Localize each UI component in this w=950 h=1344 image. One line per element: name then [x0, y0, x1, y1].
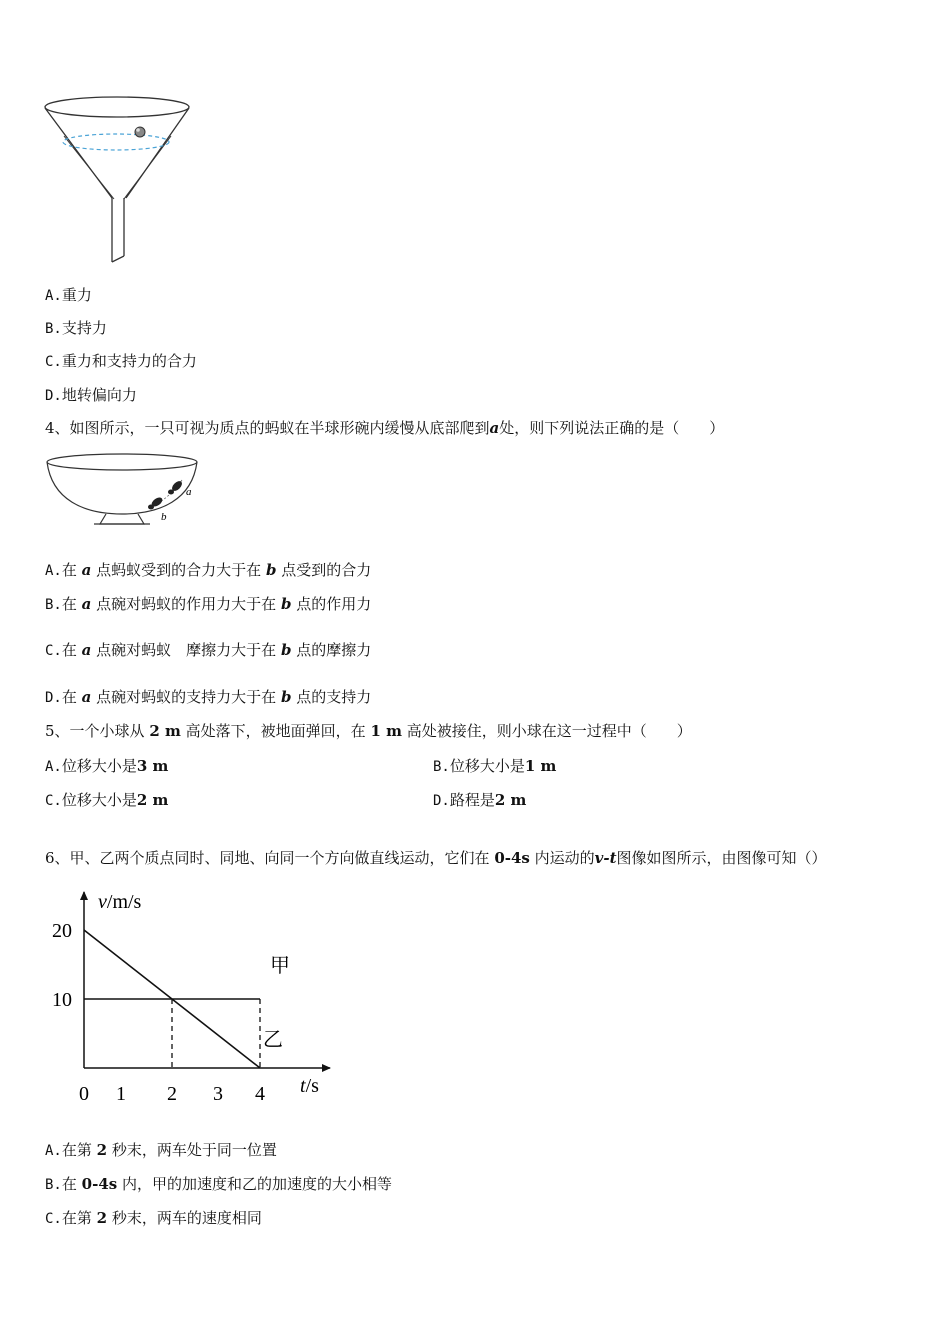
q4-option-c: C.在 a 点碗对蚂蚁 摩擦力大于在 b 点的摩擦力 [45, 641, 372, 659]
vt-chart [40, 880, 350, 1120]
bowl-label-a: a [186, 486, 192, 498]
q4-option-b: B.在 a 点碗对蚂蚁的作用力大于在 b 点的作用力 [45, 595, 372, 613]
q3-option-d: D.地转偏向力 [45, 386, 137, 404]
q5-option-d: D.路程是2 m [433, 791, 527, 809]
series-label-jia: 甲 [270, 955, 290, 977]
q5-option-a: A.位移大小是3 m [45, 757, 169, 775]
bowl-figure [44, 450, 204, 530]
q5-option-c: C.位移大小是2 m [45, 791, 169, 809]
funnel-figure [40, 92, 200, 270]
q4-option-d: D.在 a 点碗对蚂蚁的支持力大于在 b 点的支持力 [45, 688, 372, 706]
q4-stem: 4、如图所示，一只可视为质点的蚂蚁在半球形碗内缓慢从底部爬到a处，则下列说法正确的是（ ） [45, 419, 725, 437]
q3-option-a: A.重力 [45, 286, 92, 304]
y-tick-label: 20 [52, 920, 72, 942]
x-tick-label: 3 [213, 1083, 223, 1105]
q3-option-c: C.重力和支持力的合力 [45, 352, 197, 370]
q3-option-b: B.支持力 [45, 319, 107, 337]
q6-option-a: A.在第 2 秒末，两车处于同一位置 [45, 1141, 277, 1159]
x-tick-label: 0 [79, 1083, 89, 1105]
y-axis-label: v/m/s [98, 891, 142, 913]
q5-stem: 5、一个小球从 2 m 高处落下，被地面弹回，在 1 m 高处被接住，则小球在这一过程中（ ） [45, 722, 692, 740]
q6-stem: 6、甲、乙两个质点同时、同地、向同一个方向做直线运动，它们在 0-4s 内运动的v-t图像如图所示，由图像可知（） [45, 849, 827, 867]
series-label-yi: 乙 [263, 1029, 283, 1051]
x-tick-label: 1 [116, 1083, 126, 1105]
x-tick-label: 2 [167, 1083, 177, 1105]
x-axis-label: t/s [300, 1075, 319, 1097]
y-tick-label: 10 [52, 989, 72, 1011]
q6-option-b: B.在 0-4s 内，甲的加速度和乙的加速度的大小相等 [45, 1175, 392, 1193]
bowl-label-b: b [161, 511, 167, 523]
q6-option-c: C.在第 2 秒末，两车的速度相同 [45, 1209, 262, 1227]
q5-option-b: B.位移大小是1 m [433, 757, 557, 775]
x-tick-label: 4 [255, 1083, 265, 1105]
q4-option-a: A.在 a 点蚂蚁受到的合力大于在 b 点受到的合力 [45, 561, 372, 579]
